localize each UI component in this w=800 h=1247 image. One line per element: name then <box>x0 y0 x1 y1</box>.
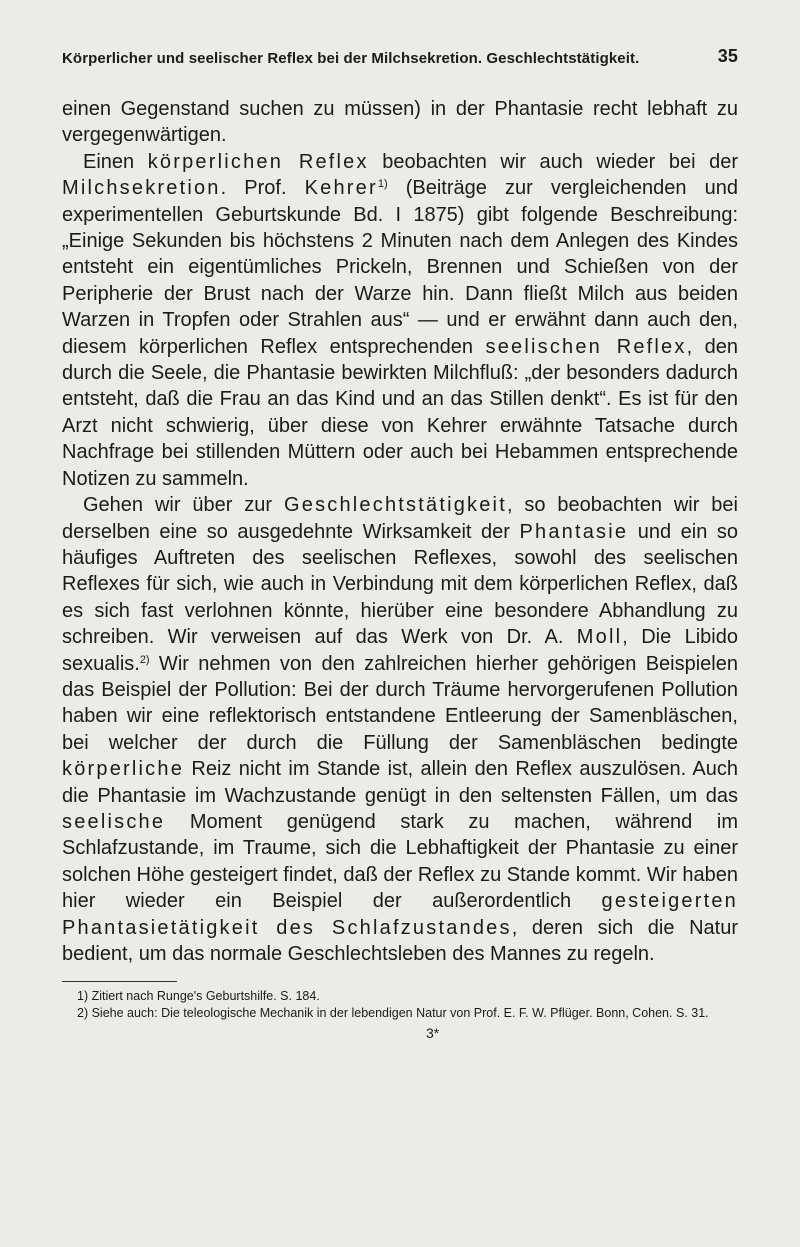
paragraph <box>62 96 738 149</box>
text-run: Reiz nicht im Stande ist, allein den Reflex auszulösen. Auch die Phantasie im Wachzustande genügt in den seltensten Fällen, um das <box>62 758 738 807</box>
main-text <box>62 96 738 967</box>
text-run: einen Gegenstand suchen zu müssen) in der Phantasie recht lebhaft zu vergegenwärtigen. <box>62 98 738 147</box>
text-run: Moment genügend stark zu machen, während im Schlafzustande, im Traume, sich die Lebhaftigkeit der Phantasie zu einer solchen Höhe gesteigert findet, daß der Reflex zu Stande kommt. Wir haben hier wieder ein Beispiel der außerordentlich <box>62 810 738 913</box>
spaced-emphasis: Kehrer <box>304 177 378 200</box>
text-run: beobachten wir auch wieder bei der <box>368 150 739 173</box>
text-run: , Die Libido sexualis. <box>62 626 738 675</box>
signature-mark: 3* <box>426 1025 440 1042</box>
spaced-emphasis: gesteigerten Phantasietätigkeit des Schlafzustandes <box>62 890 738 939</box>
running-header <box>62 46 738 68</box>
book-page <box>62 46 738 1041</box>
text-run: (Beiträge zur vergleichenden und experimentellen Geburtskunde Bd. I 1875) gibt folgende Beschreibung: „Einige Sekunden bis höchstens 2 Minuten nach dem Anlegen des Kindes entsteht ein eigentümliches Prickeln, Brennen und Schießen von der Peripherie der Brust nach der Warze hin. Dann fließt Milch aus beiden Warzen in Tropfen oder Strahlen aus“ — und er erwähnt dann auch den, diesem körperlichen Reflex entsprechenden <box>62 177 739 358</box>
text-run: Gehen wir über zur <box>83 494 284 517</box>
paragraph <box>62 149 738 492</box>
text-run: , den durch die Seele, die Phantasie bewirkten Milchfluß: „der besonders dadurch entsteht, daß die Frau an das Kind und an das Stillen denkt“. Es ist für den Arzt nicht schwierig, über diese von Kehrer erwähnte Tatsache durch Nachfrage bei stillenden Müttern oder auch bei Hebammen entsprechende Notizen zu sammeln. <box>62 335 738 490</box>
spaced-emphasis: Phantasie <box>519 520 629 543</box>
footnote-2: 2) Siehe auch: Die teleologische Mechanik in der lebendigen Natur von Prof. E. F. W. Pflüger. Bonn, Cohen. S. 31. <box>77 1005 709 1020</box>
spaced-emphasis: Milchsekretion <box>62 177 221 200</box>
footnotes <box>62 988 738 1021</box>
text-run: , deren sich die Natur bedient, um das normale Geschlechtsleben des Mannes zu regeln. <box>62 916 738 965</box>
footnote-divider <box>62 981 177 982</box>
running-title: Körperlicher und seelischer Reflex bei der Milchsekretion. Geschlechtstätigkeit. <box>62 50 640 67</box>
text-run: . Prof. <box>220 177 305 200</box>
footnote-1: 1) Zitiert nach Runge's Geburtshilfe. S. 184. <box>77 989 320 1004</box>
text-run: Wir nehmen von den zahlreichen hierher gehörigen Beispielen das Beispiel der Pollution: Bei der durch Träume hervorgerufenen Pollution haben wir eine reflektorisch entstandene Entleerung der Samenbläschen, bei welcher der durch die Füllung der Samenbläschen bedingte <box>62 652 738 754</box>
paragraph <box>62 492 738 967</box>
text-run: und ein so häufiges Auftreten des seelischen Reflexes, sowohl des seelischen Reflexes für sich, wie auch in Verbindung mit dem körperlichen Reflex, daß es sich fast verlohnen könnte, hierüber eine besondere Abhandlung zu schreiben. Wir verweisen auf das Werk von Dr. A. <box>62 520 739 649</box>
spaced-emphasis: körperliche <box>62 758 185 781</box>
text-run: Einen <box>83 150 148 173</box>
spaced-emphasis: Geschlechtstätigkeit <box>283 494 507 517</box>
spaced-emphasis: seelische <box>62 810 166 833</box>
page-number: 35 <box>717 46 738 66</box>
spaced-emphasis: Moll <box>576 626 623 649</box>
footnote-marker: 1) <box>377 178 388 191</box>
spaced-emphasis: körperlichen Reflex <box>147 150 369 173</box>
text-run: , so beobachten wir bei derselben eine so ausgedehnte Wirksamkeit der <box>62 494 738 543</box>
spaced-emphasis: seelischen Reflex <box>485 335 687 358</box>
footnote-marker: 2) <box>139 653 150 666</box>
